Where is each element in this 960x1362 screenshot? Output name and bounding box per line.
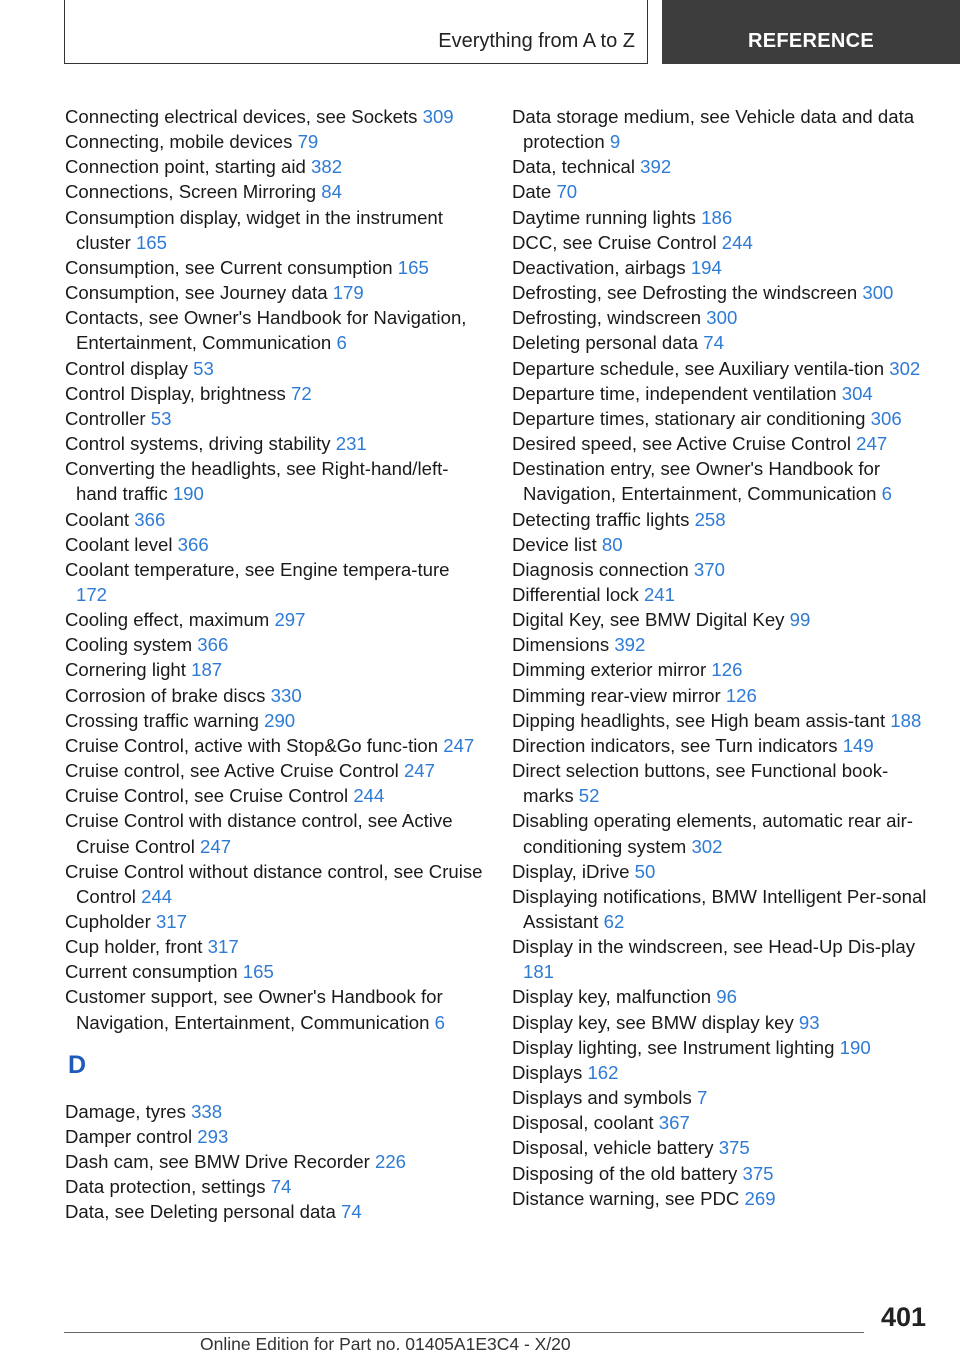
index-entry: [512, 1110, 932, 1135]
page-reference-link[interactable]: 179: [332, 282, 364, 304]
page-reference-link[interactable]: 53: [193, 357, 214, 379]
index-entry-text: Destination entry, see Owner's Handbook for Navigation, Entertainment, Communication: [512, 458, 881, 505]
index-entry-text: Disposal, vehicle battery: [512, 1137, 714, 1159]
index-entry: [65, 632, 485, 657]
page-reference-link[interactable]: 74: [270, 1176, 292, 1198]
page-reference-link[interactable]: 79: [297, 131, 319, 153]
page-reference-link[interactable]: 165: [397, 256, 429, 278]
index-entry-text: Display lighting, see Instrument lighting: [512, 1036, 835, 1058]
page-reference-link[interactable]: 162: [587, 1061, 619, 1083]
index-entry-text: Display key, malfunction: [512, 986, 712, 1008]
index-entry-text: Corrosion of brake discs: [65, 684, 266, 706]
page-reference-link[interactable]: 187: [191, 659, 223, 681]
index-entry-text: Displays: [512, 1061, 583, 1083]
index-entry-text: Connection point, starting aid: [65, 156, 306, 178]
index-entry: [512, 607, 932, 632]
page-reference-link[interactable]: 317: [155, 911, 187, 932]
index-entry: [512, 1135, 932, 1160]
index-entry-text: Defrosting, see Defrosting the windscreen: [512, 282, 858, 304]
index-entry: [65, 179, 485, 204]
index-entry-text: Dimensions: [512, 634, 610, 656]
index-entry-text: Direction indicators, see Turn indicators: [512, 734, 838, 756]
page-reference-link[interactable]: 226: [374, 1151, 407, 1173]
page-reference-link[interactable]: 74: [703, 332, 724, 354]
index-entry: [65, 406, 485, 431]
index-entry: [512, 406, 932, 431]
index-letter-heading: D: [68, 1050, 87, 1079]
index-entry: [65, 532, 485, 557]
index-entry-text: Date: [512, 181, 552, 203]
index-entry: [65, 255, 485, 280]
index-entry-text: Direct selection buttons, see Functional book-marks: [512, 760, 889, 807]
index-entry: [65, 205, 485, 255]
index-entry: [65, 129, 485, 154]
index-entry-text: Control display: [65, 357, 188, 379]
index-entry: [512, 657, 932, 682]
index-entry: [65, 984, 485, 1034]
index-entry-text: Damper control: [65, 1125, 193, 1147]
index-entry: [512, 808, 932, 858]
index-entry-text: Differential lock: [512, 583, 639, 605]
index-entry-text: Dipping headlights, see High beam assis-tant: [512, 709, 886, 731]
index-entry: [65, 808, 485, 858]
index-entry-text: Detecting traffic lights: [512, 508, 690, 530]
index-entry: [65, 859, 485, 909]
index-entry-text: Deactivation, airbags: [512, 256, 686, 278]
index-entry-text: Data, see Deleting personal data: [65, 1201, 336, 1223]
page-reference-link[interactable]: 304: [841, 382, 873, 404]
index-entry: [512, 230, 932, 255]
index-entry-text: Desired speed, see Active Cruise Control: [512, 433, 851, 455]
page-reference-link[interactable]: 165: [242, 961, 274, 983]
index-entry: [512, 934, 932, 984]
index-entry: [512, 330, 932, 355]
index-entry-text: Cruise control, see Active Cruise Control: [65, 760, 399, 782]
index-entry-text: Cruise Control without distance control, see Cruise Control: [65, 860, 483, 907]
page-reference-link[interactable]: 269: [744, 1187, 776, 1209]
page-reference-link[interactable]: 290: [264, 709, 296, 731]
page-reference-link[interactable]: 190: [839, 1036, 871, 1058]
index-entry: [512, 154, 932, 179]
page-reference-link[interactable]: 366: [134, 508, 166, 530]
page-reference-link[interactable]: 93: [798, 1011, 820, 1033]
index-entry: [512, 632, 932, 657]
index-entry-text: Current consumption: [65, 961, 238, 983]
page-reference-link[interactable]: 172: [76, 583, 108, 605]
index-entry-text: Cornering light: [65, 659, 186, 681]
index-entry-text: Customer support, see Owner's Handbook for Navigation, Entertainment, Communication: [65, 986, 443, 1033]
index-entry-text: Connecting, mobile devices: [65, 131, 293, 153]
index-entry-text: Cup holder, front: [65, 936, 203, 958]
index-entry: [512, 733, 932, 758]
index-entry: [512, 381, 932, 406]
index-entry: [512, 255, 932, 280]
index-entry: [65, 557, 485, 607]
page-reference-link[interactable]: 74: [341, 1201, 362, 1223]
index-entry: [512, 1186, 932, 1211]
index-entry: [512, 104, 932, 154]
index-column-left: [65, 104, 485, 1225]
chapter-tab: [662, 0, 960, 64]
index-entry: [65, 934, 485, 959]
page-reference-link[interactable]: 6: [881, 483, 892, 505]
page-reference-link[interactable]: 366: [177, 533, 209, 555]
index-entry: [65, 783, 485, 808]
index-entry: [65, 733, 485, 758]
index-entry-text: Coolant: [65, 508, 130, 530]
index-entry-text: Consumption display, widget in the instrument cluster: [65, 206, 443, 253]
index-entry-text: Display, iDrive: [512, 860, 630, 882]
index-entry: [512, 1010, 932, 1035]
index-entry-text: Contacts, see Owner's Handbook for Navigation, Entertainment, Communication: [65, 307, 467, 354]
index-entry: [512, 1085, 932, 1110]
index-list-d: [65, 1099, 485, 1225]
page-reference-link[interactable]: 70: [556, 181, 578, 203]
page-reference-link[interactable]: 247: [856, 433, 888, 455]
page-reference-link[interactable]: 293: [197, 1125, 229, 1147]
index-entry-text: Digital Key, see BMW Digital Key: [512, 609, 785, 631]
index-entry-text: Dimming exterior mirror: [512, 659, 707, 681]
index-list-d-continued: [512, 104, 932, 1211]
page-reference-link[interactable]: 188: [890, 709, 922, 731]
page-reference-link[interactable]: 6: [336, 332, 347, 354]
page-reference-link[interactable]: 186: [701, 206, 733, 228]
page-reference-link[interactable]: 62: [603, 911, 625, 932]
index-entry-text: Diagnosis connection: [512, 558, 689, 580]
page-reference-link[interactable]: 247: [403, 760, 435, 782]
section-title-box: [64, 0, 648, 64]
page-reference-link[interactable]: 99: [789, 609, 811, 631]
index-entry-text: Displaying notifications, BMW Intelligent Per-sonal Assistant: [512, 885, 927, 932]
page-reference-link[interactable]: 258: [694, 508, 726, 530]
index-entry-text: Dimming rear-view mirror: [512, 684, 721, 706]
page-header: [0, 0, 960, 66]
index-entry: [512, 305, 932, 330]
page-reference-link[interactable]: 9: [609, 131, 621, 153]
index-entry: [65, 683, 485, 708]
page-reference-link[interactable]: 149: [842, 734, 874, 756]
index-entry: [65, 154, 485, 179]
index-entry-text: Crossing traffic warning: [65, 709, 259, 731]
page-reference-link[interactable]: 84: [321, 181, 342, 203]
index-entry: [65, 909, 485, 934]
index-entry: [512, 356, 932, 381]
page-reference-link[interactable]: 309: [422, 106, 454, 127]
index-entry-text: Disposal, coolant: [512, 1112, 654, 1134]
index-entry-text: Controller: [65, 407, 146, 429]
page-reference-link[interactable]: 302: [691, 835, 723, 857]
index-entry: [512, 1161, 932, 1186]
page-reference-link[interactable]: 241: [643, 583, 675, 605]
page-reference-link[interactable]: 6: [434, 1011, 445, 1033]
page-reference-link[interactable]: 300: [862, 282, 894, 304]
index-entry-text: Control systems, driving stability: [65, 433, 331, 455]
index-entry-text: Cooling effect, maximum: [65, 609, 270, 631]
index-entry-text: Defrosting, windscreen: [512, 307, 702, 329]
page-reference-link[interactable]: 375: [742, 1162, 774, 1184]
index-entry: [512, 280, 932, 305]
index-entry: [512, 532, 932, 557]
page-reference-link[interactable]: 306: [870, 407, 902, 429]
index-entry: [512, 179, 932, 204]
index-entry: [65, 1124, 485, 1149]
index-entry-text: Data, technical: [512, 156, 635, 178]
index-entry-text: Device list: [512, 533, 597, 555]
index-entry: [65, 381, 485, 406]
index-entry-text: Connecting electrical devices, see Sockets: [65, 106, 418, 127]
page-reference-link[interactable]: 165: [135, 231, 167, 253]
page-reference-link[interactable]: 244: [353, 785, 385, 807]
page-reference-link[interactable]: 370: [693, 558, 725, 580]
index-entry-text: Disabling operating elements, automatic rear air-conditioning system: [512, 810, 913, 857]
page-reference-link[interactable]: 72: [290, 382, 312, 404]
page-reference-link[interactable]: 392: [640, 156, 672, 178]
index-entry-text: Disposing of the old battery: [512, 1162, 738, 1184]
page-reference-link[interactable]: 375: [718, 1137, 750, 1159]
page-reference-link[interactable]: 392: [614, 634, 646, 656]
index-entry: [65, 431, 485, 456]
index-entry-text: Cruise Control with distance control, see Active Cruise Control: [65, 810, 453, 857]
page-reference-link[interactable]: 317: [207, 936, 239, 958]
page-reference-link[interactable]: 247: [443, 734, 475, 756]
index-entry-text: Coolant temperature, see Engine tempera-ture: [65, 558, 450, 580]
index-entry-text: Displays and symbols: [512, 1087, 692, 1109]
page-reference-link[interactable]: 244: [141, 885, 173, 907]
index-entry-text: Connections, Screen Mirroring: [65, 181, 317, 203]
edition-footer: Online Edition for Part no. 01405A1E3C4 - X/20: [200, 1334, 571, 1354]
index-entry: [512, 431, 932, 456]
index-entry: [65, 1174, 485, 1199]
index-entry: [65, 1199, 485, 1224]
page-reference-link[interactable]: 126: [711, 659, 743, 681]
page-number: 401: [880, 1302, 926, 1332]
index-entry: [65, 356, 485, 381]
index-entry-text: Cruise Control, active with Stop&Go func-tion: [65, 734, 439, 756]
chapter-label: REFERENCE: [747, 30, 875, 52]
page-reference-link[interactable]: 300: [706, 307, 738, 329]
page-reference-link[interactable]: 302: [889, 357, 921, 379]
page-reference-link[interactable]: 80: [601, 533, 623, 555]
index-entry-text: Damage, tyres: [65, 1100, 186, 1122]
index-entry-text: Departure times, stationary air conditioning: [512, 407, 866, 429]
index-entry: [512, 708, 932, 733]
index-entry-text: Dash cam, see BMW Drive Recorder: [65, 1151, 370, 1173]
index-list-c: [65, 104, 485, 1035]
page-reference-link[interactable]: 338: [191, 1100, 223, 1122]
page-reference-link[interactable]: 181: [523, 961, 555, 983]
index-entry-text: Converting the headlights, see Right-hand/left-hand traffic: [65, 458, 449, 505]
page-reference-link[interactable]: 7: [696, 1087, 708, 1109]
index-entry: [512, 758, 932, 808]
index-entry-text: Display in the windscreen, see Head-Up Dis-play: [512, 936, 916, 958]
index-entry: [65, 1149, 485, 1174]
index-entry: [65, 305, 485, 355]
index-entry: [512, 884, 932, 934]
index-entry: [65, 657, 485, 682]
index-entry: [65, 607, 485, 632]
section-title: Everything from A to Z: [438, 30, 635, 52]
index-entry-text: Display key, see BMW display key: [512, 1011, 794, 1033]
page-reference-link[interactable]: 231: [335, 433, 367, 455]
index-entry: [512, 683, 932, 708]
page-reference-link[interactable]: 330: [270, 684, 302, 706]
page-reference-link[interactable]: 367: [658, 1112, 690, 1134]
index-entry-text: Cruise Control, see Cruise Control: [65, 785, 349, 807]
page-reference-link[interactable]: 297: [274, 609, 306, 631]
index-entry: [512, 582, 932, 607]
index-entry-text: Deleting personal data: [512, 332, 699, 354]
footer-divider: [64, 1332, 864, 1333]
index-entry: [65, 280, 485, 305]
page-reference-link[interactable]: 194: [690, 256, 722, 278]
page-reference-link[interactable]: 382: [311, 156, 343, 178]
index-entry-text: DCC, see Cruise Control: [512, 231, 717, 253]
page-reference-link[interactable]: 126: [725, 684, 757, 706]
index-entry-text: Cooling system: [65, 634, 193, 656]
index-entry-text: Data protection, settings: [65, 1176, 266, 1198]
index-entry: [512, 557, 932, 582]
index-entry: [512, 205, 932, 230]
index-entry-text: Data storage medium, see Vehicle data and data protection: [512, 106, 915, 153]
index-column-right: [512, 104, 932, 1211]
index-entry-text: Daytime running lights: [512, 206, 696, 228]
index-entry: [512, 1060, 932, 1085]
page-reference-link[interactable]: 190: [172, 483, 204, 505]
index-entry: [65, 708, 485, 733]
index-entry: [65, 507, 485, 532]
index-entry: [512, 859, 932, 884]
index-entry: [65, 758, 485, 783]
index-entry-text: Cupholder: [65, 911, 151, 932]
index-entry-text: Distance warning, see PDC: [512, 1187, 740, 1209]
index-entry-text: Consumption, see Current consumption: [65, 256, 393, 278]
index-entry: [512, 984, 932, 1009]
index-entry-text: Departure time, independent ventilation: [512, 382, 837, 404]
index-entry: [512, 507, 932, 532]
index-entry-text: Departure schedule, see Auxiliary ventila-tion: [512, 357, 885, 379]
index-entry: [65, 104, 485, 129]
page-reference-link[interactable]: 244: [721, 231, 753, 253]
page-reference-link[interactable]: 50: [634, 860, 656, 882]
index-entry-text: Consumption, see Journey data: [65, 282, 328, 304]
index-entry: [512, 456, 932, 506]
page-reference-link[interactable]: 96: [716, 986, 737, 1008]
index-entry-text: Control Display, brightness: [65, 382, 286, 404]
index-entry: [65, 1099, 485, 1124]
page-reference-link[interactable]: 366: [197, 634, 229, 656]
page-reference-link[interactable]: 53: [150, 407, 172, 429]
index-entry-text: Coolant level: [65, 533, 173, 555]
page-reference-link[interactable]: 247: [200, 835, 232, 857]
index-entry: [512, 1035, 932, 1060]
index-entry: [65, 959, 485, 984]
page-reference-link[interactable]: 52: [578, 785, 600, 807]
index-entry: [65, 456, 485, 506]
